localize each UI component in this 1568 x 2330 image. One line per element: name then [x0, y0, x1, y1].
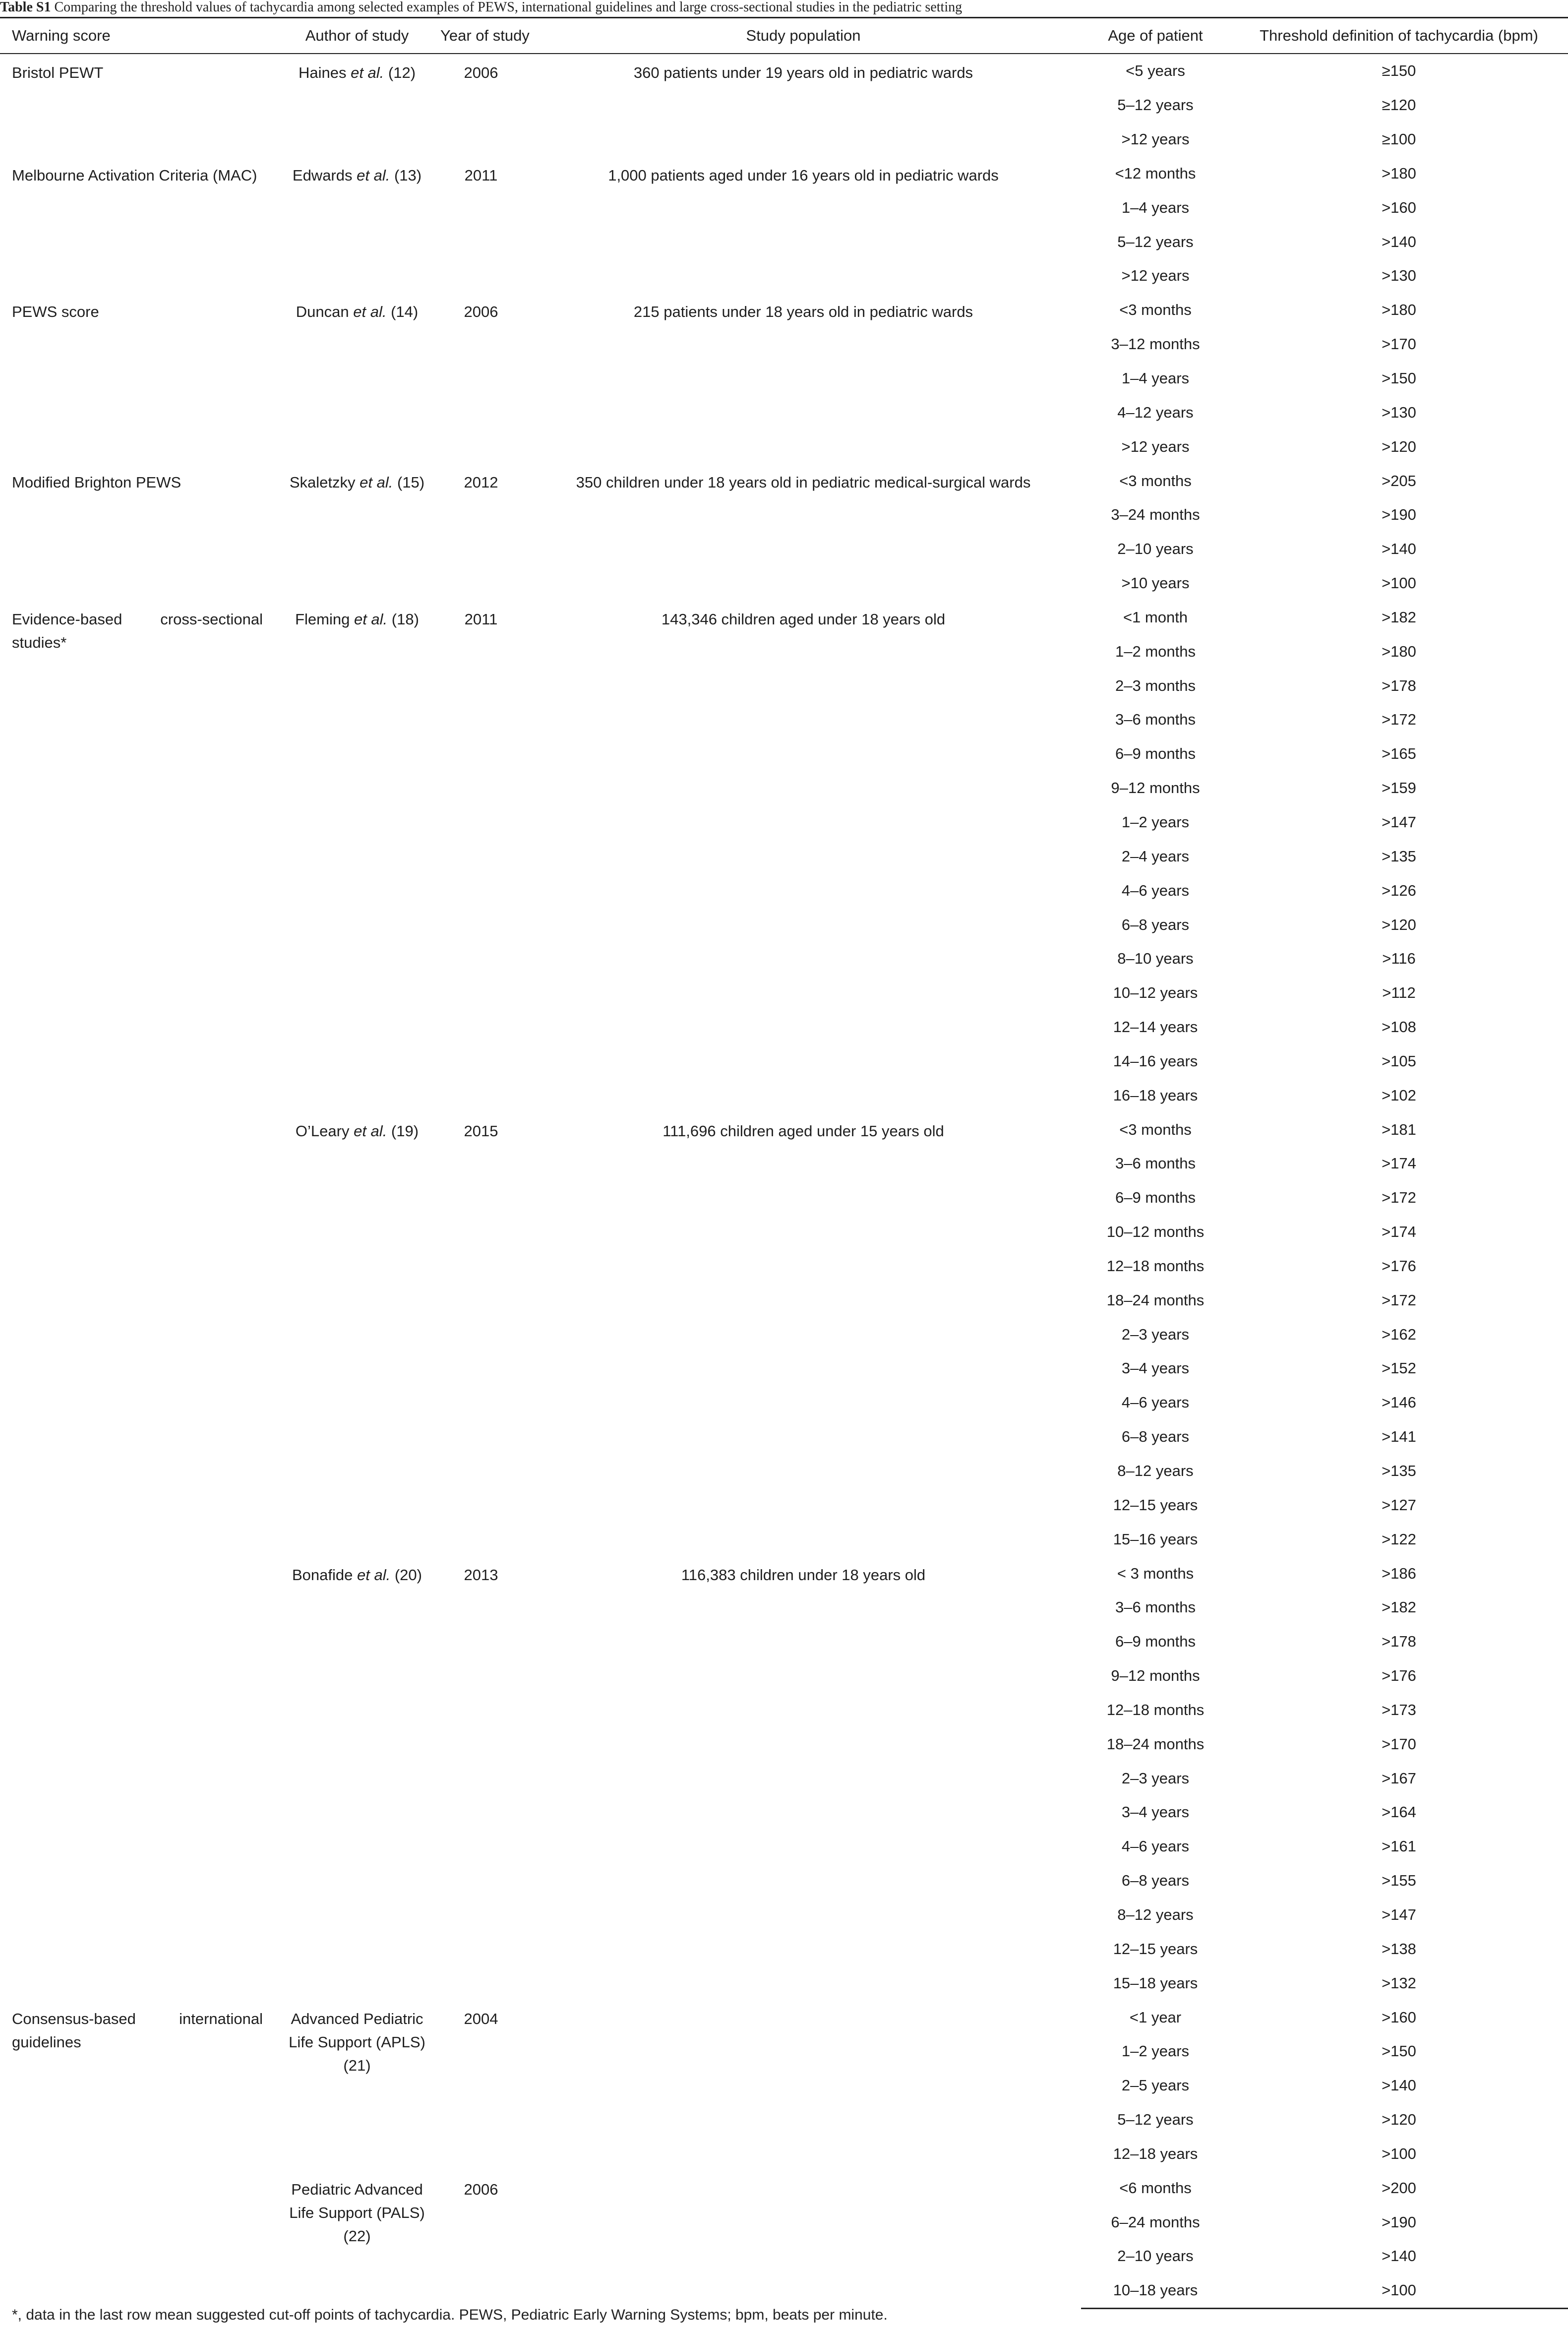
threshold-cell: >140 [1382, 540, 1416, 558]
table-row [0, 2000, 1568, 2034]
threshold-cell: >105 [1382, 1052, 1416, 1070]
age-cell: >12 years [1121, 267, 1190, 285]
year-cell: 2012 [464, 474, 498, 491]
population-cell: 1,000 patients aged under 16 years old in pediatric wards [608, 166, 999, 184]
age-cell: 12–18 months [1106, 1257, 1205, 1275]
threshold-cell: >174 [1382, 1223, 1416, 1241]
table-header-row [0, 18, 1568, 54]
tachycardia-threshold-table [0, 17, 1568, 2309]
author-name: Duncan [296, 303, 349, 320]
threshold-cell: >172 [1382, 1189, 1416, 1207]
threshold-cell: >167 [1382, 1769, 1416, 1787]
threshold-cell: >162 [1382, 1325, 1416, 1343]
author-name: Edwards [292, 166, 353, 184]
age-cell: 3–24 months [1111, 506, 1200, 524]
threshold-cell: >180 [1382, 164, 1416, 182]
age-cell: <5 years [1126, 62, 1185, 80]
age-cell: 3–4 years [1121, 1803, 1190, 1821]
warning-score-cell: Modified Brighton PEWS [12, 474, 181, 491]
author-reference: (19) [387, 1122, 419, 1140]
year-cell: 2013 [464, 1566, 498, 1584]
threshold-cell: >164 [1382, 1803, 1416, 1821]
age-cell: 9–12 months [1111, 779, 1200, 797]
population-cell: 350 children under 18 years old in pediatric medical-surgical wards [576, 474, 1031, 491]
column-header: Warning score [0, 18, 278, 54]
age-cell: < 3 months [1117, 1564, 1194, 1582]
age-cell: 1–2 years [1121, 2042, 1190, 2060]
threshold-cell: >135 [1382, 1462, 1416, 1480]
age-cell: 3–6 months [1115, 711, 1196, 729]
threshold-cell: >160 [1382, 2008, 1416, 2026]
age-cell: 12–14 years [1113, 1018, 1198, 1036]
threshold-cell: >155 [1382, 1872, 1416, 1890]
age-cell: 16–18 years [1113, 1086, 1198, 1104]
warning-score-cell: Consensus-based international guidelines [12, 2010, 263, 2051]
threshold-cell: >126 [1382, 881, 1416, 899]
threshold-cell: >186 [1382, 1564, 1416, 1582]
author-cell [278, 601, 436, 1113]
threshold-cell: >150 [1382, 2042, 1416, 2060]
threshold-cell: >138 [1382, 1940, 1416, 1958]
threshold-cell: >180 [1382, 642, 1416, 660]
author-etal: et al. [351, 64, 384, 81]
year-cell: 2015 [464, 1122, 498, 1140]
age-cell: >12 years [1121, 437, 1190, 455]
year-cell: 2004 [464, 2010, 498, 2028]
threshold-cell: >147 [1382, 1905, 1416, 1923]
author-name: Fleming [295, 610, 350, 628]
age-cell: 6–24 months [1111, 2213, 1200, 2231]
age-cell: 2–10 years [1117, 2247, 1194, 2265]
age-cell: 2–4 years [1121, 847, 1190, 865]
threshold-cell: >160 [1382, 198, 1416, 216]
threshold-cell: >152 [1382, 1359, 1416, 1377]
age-cell: 6–8 years [1121, 1872, 1190, 1890]
age-cell: 8–12 years [1117, 1905, 1194, 1923]
age-cell: 6–8 years [1121, 1428, 1190, 1446]
age-cell: 18–24 months [1106, 1291, 1205, 1309]
table-row [0, 601, 1568, 635]
table-row [0, 157, 1568, 191]
threshold-cell: >100 [1382, 2145, 1416, 2162]
age-cell: 1–2 months [1115, 642, 1196, 660]
age-cell: 1–4 years [1121, 198, 1190, 216]
author-cell [278, 1112, 436, 1556]
threshold-cell: >140 [1382, 2247, 1416, 2265]
threshold-cell: >120 [1382, 437, 1416, 455]
year-cell: 2006 [464, 303, 498, 320]
age-cell: 2–3 years [1121, 1769, 1190, 1787]
age-cell: 9–12 months [1111, 1667, 1200, 1685]
column-header: Threshold definition of tachycardia (bpm) [1230, 18, 1568, 54]
age-cell: 5–12 years [1117, 233, 1194, 250]
threshold-cell: >100 [1230, 2273, 1568, 2308]
threshold-cell: >173 [1382, 1701, 1416, 1718]
year-cell: 2006 [464, 64, 498, 81]
age-cell: 2–10 years [1117, 540, 1194, 558]
table-row [0, 464, 1568, 498]
table-row [0, 293, 1568, 327]
author-etal: et al. [357, 166, 390, 184]
population-cell: 111,696 children aged under 15 years old [663, 1122, 944, 1140]
age-cell: 12–18 months [1106, 1701, 1205, 1718]
age-cell: <3 months [1119, 1120, 1192, 1138]
threshold-cell: >127 [1382, 1496, 1416, 1514]
threshold-cell: >130 [1382, 403, 1416, 421]
threshold-cell: >108 [1382, 1018, 1416, 1036]
age-cell: 6–9 months [1115, 1189, 1196, 1207]
author-cell [278, 2000, 436, 2171]
threshold-cell: >176 [1382, 1257, 1416, 1275]
warning-score-cell: PEWS score [12, 303, 99, 320]
author-cell [278, 1556, 436, 2000]
age-cell: 3–4 years [1121, 1359, 1190, 1377]
age-cell: 2–3 months [1115, 676, 1196, 694]
threshold-cell: >190 [1382, 506, 1416, 524]
threshold-cell: >190 [1382, 2213, 1416, 2231]
author-reference: (14) [386, 303, 419, 320]
age-cell: <3 months [1119, 472, 1192, 490]
threshold-cell: >174 [1382, 1155, 1416, 1172]
author-cell [278, 464, 436, 600]
author-name: Pediatric Advanced Life Support (PALS) (22) [289, 2181, 425, 2245]
threshold-cell: >147 [1382, 813, 1416, 831]
table-label: Table S1 [0, 0, 51, 15]
threshold-cell: >140 [1382, 233, 1416, 250]
column-header: Year of study [436, 18, 526, 54]
author-cell [278, 293, 436, 464]
author-name: Advanced Pediatric Life Support (APLS) (21) [289, 2010, 425, 2075]
age-cell: 1–2 years [1121, 813, 1190, 831]
population-cell: 215 patients under 18 years old in pediatric wards [633, 303, 973, 320]
age-cell: >12 years [1121, 130, 1190, 148]
threshold-cell: >122 [1382, 1530, 1416, 1548]
table-footnote: *, data in the last row mean suggested cut-off points of tachycardia. PEWS, Pediatric Early Warning Systems; bpm, beats per minute. [12, 2307, 888, 2323]
year-cell: 2011 [464, 610, 498, 628]
population-cell: 143,346 children aged under 18 years old [661, 610, 946, 628]
threshold-cell: >180 [1382, 301, 1416, 319]
threshold-cell: >100 [1382, 574, 1416, 592]
threshold-cell: >178 [1382, 1633, 1416, 1651]
age-cell: 12–15 years [1113, 1940, 1198, 1958]
age-cell: 6–8 years [1121, 916, 1190, 933]
table-caption [0, 0, 1568, 15]
threshold-cell: >182 [1382, 1598, 1416, 1616]
table-body [0, 54, 1568, 2308]
age-cell: 2–3 years [1121, 1325, 1190, 1343]
threshold-cell: >170 [1382, 335, 1416, 353]
population-cell: 360 patients under 19 years old in pediatric wards [633, 64, 973, 81]
age-cell: 4–12 years [1117, 403, 1194, 421]
population-cell [526, 2171, 1081, 2308]
age-cell: 3–6 months [1115, 1155, 1196, 1172]
author-reference: (18) [387, 610, 419, 628]
age-cell: 8–10 years [1117, 950, 1194, 968]
threshold-cell: >178 [1382, 676, 1416, 694]
age-cell: >10 years [1121, 574, 1190, 592]
threshold-cell: ≥150 [1382, 62, 1416, 80]
age-cell: 4–6 years [1121, 1394, 1190, 1411]
year-cell: 2011 [464, 166, 498, 184]
age-cell: 6–9 months [1115, 745, 1196, 763]
threshold-cell: >120 [1382, 2111, 1416, 2129]
threshold-cell: >159 [1382, 779, 1416, 797]
age-cell: <3 months [1119, 301, 1192, 319]
threshold-cell: >135 [1382, 847, 1416, 865]
threshold-cell: >182 [1382, 608, 1416, 626]
author-name: O’Leary [295, 1122, 350, 1140]
author-reference: (15) [393, 474, 425, 491]
age-cell: 14–16 years [1113, 1052, 1198, 1070]
threshold-cell: >150 [1382, 369, 1416, 387]
age-cell: 3–12 months [1111, 335, 1200, 353]
threshold-cell: >172 [1382, 711, 1416, 729]
threshold-cell: >132 [1382, 1974, 1416, 1992]
threshold-cell: >170 [1382, 1735, 1416, 1753]
warning-score-cell: Bristol PEWT [12, 64, 104, 81]
age-cell: 12–15 years [1113, 1496, 1198, 1514]
population-cell [526, 2000, 1081, 2171]
column-header: Study population [526, 18, 1081, 54]
author-name: Haines [298, 64, 347, 81]
table-row [0, 54, 1568, 88]
author-etal: et al. [353, 303, 387, 320]
author-reference: (12) [384, 64, 416, 81]
author-cell [278, 2171, 436, 2308]
year-cell: 2006 [464, 2181, 498, 2199]
author-reference: (20) [390, 1566, 422, 1584]
threshold-cell: >141 [1382, 1428, 1416, 1446]
age-cell: 5–12 years [1117, 96, 1194, 114]
age-cell: <1 year [1129, 2008, 1182, 2026]
threshold-cell: >120 [1382, 916, 1416, 933]
age-cell: 15–18 years [1113, 1974, 1198, 1992]
author-name: Bonafide [292, 1566, 353, 1584]
age-cell: 5–12 years [1117, 2111, 1194, 2129]
age-cell: <12 months [1115, 164, 1196, 182]
threshold-cell: >161 [1382, 1838, 1416, 1855]
threshold-cell: >130 [1382, 267, 1416, 285]
threshold-cell: ≥100 [1382, 130, 1416, 148]
author-etal: et al. [354, 610, 388, 628]
threshold-cell: >205 [1382, 472, 1416, 490]
age-cell: 10–12 years [1113, 984, 1198, 1002]
threshold-cell: >165 [1382, 745, 1416, 763]
age-cell: 4–6 years [1121, 881, 1190, 899]
threshold-cell: >116 [1382, 950, 1416, 968]
age-cell: <6 months [1119, 2179, 1192, 2197]
column-header: Author of study [278, 18, 436, 54]
threshold-cell: >146 [1382, 1394, 1416, 1411]
threshold-cell: >140 [1382, 2077, 1416, 2094]
table-caption-text: Comparing the threshold values of tachycardia among selected examples of PEWS, international guidelines and large cross-sectional studies in the pediatric setting [51, 0, 963, 15]
age-cell: 2–5 years [1121, 2077, 1190, 2094]
warning-score-cell: Evidence-based cross-sectional studies* [12, 610, 263, 651]
author-etal: et al. [354, 1122, 387, 1140]
age-cell: 12–18 years [1113, 2145, 1198, 2162]
age-cell: 8–12 years [1117, 1462, 1194, 1480]
age-cell: 18–24 months [1106, 1735, 1205, 1753]
warning-score-cell: Melbourne Activation Criteria (MAC) [12, 166, 257, 184]
threshold-cell: >181 [1382, 1120, 1416, 1138]
threshold-cell: ≥120 [1382, 96, 1416, 114]
age-cell: 1–4 years [1121, 369, 1190, 387]
author-reference: (13) [390, 166, 422, 184]
threshold-cell: >176 [1382, 1667, 1416, 1685]
threshold-cell: >102 [1382, 1086, 1416, 1104]
author-etal: et al. [357, 1566, 391, 1584]
author-cell [278, 157, 436, 293]
age-cell: 10–12 months [1106, 1223, 1205, 1241]
age-cell: <1 month [1123, 608, 1188, 626]
threshold-cell: >112 [1382, 984, 1416, 1002]
column-header: Age of patient [1081, 18, 1230, 54]
age-cell: 6–9 months [1115, 1633, 1196, 1651]
age-cell: 15–16 years [1113, 1530, 1198, 1548]
threshold-cell: >200 [1382, 2179, 1416, 2197]
threshold-cell: >172 [1382, 1291, 1416, 1309]
population-cell: 116,383 children under 18 years old [681, 1566, 926, 1584]
author-name: Skaletzky [289, 474, 356, 491]
age-cell: 10–18 years [1081, 2273, 1230, 2308]
age-cell: 3–6 months [1115, 1598, 1196, 1616]
age-cell: 4–6 years [1121, 1838, 1190, 1855]
author-cell [278, 54, 436, 157]
author-etal: et al. [360, 474, 393, 491]
